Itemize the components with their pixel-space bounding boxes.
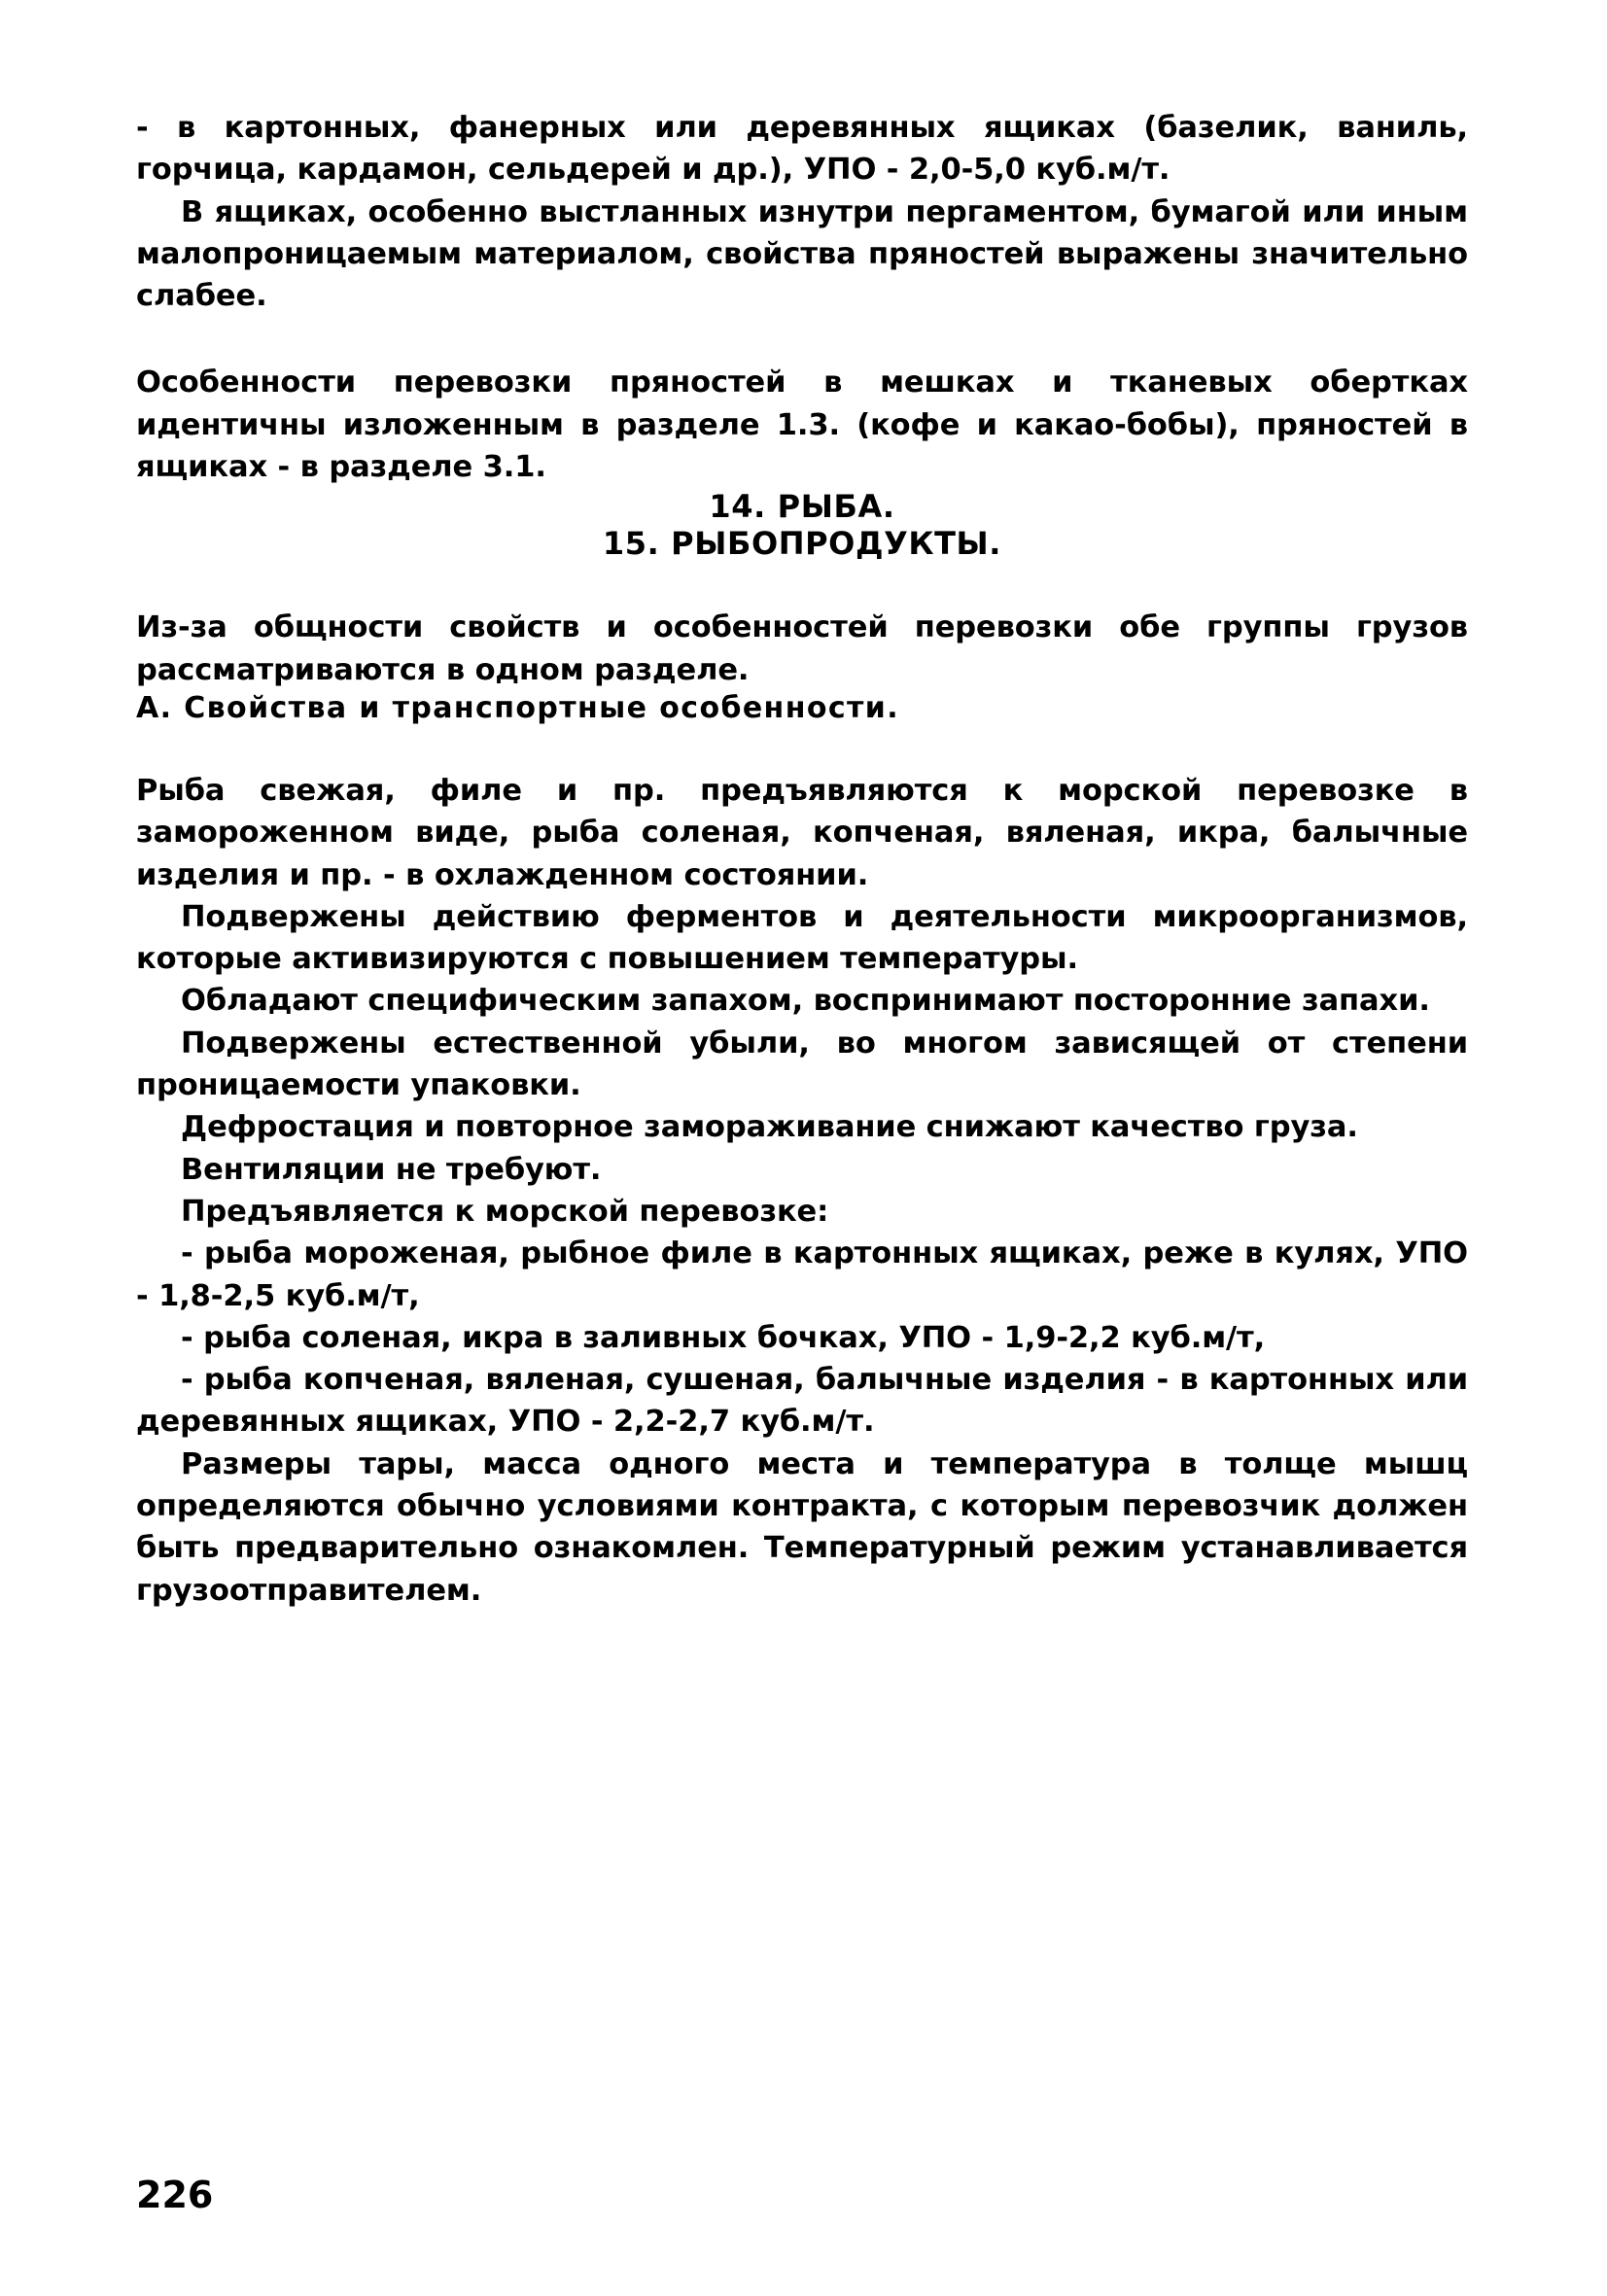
paragraph-odor: Обладают специфическим запахом, воспринимают посторонние запахи.: [181, 984, 1430, 1019]
paragraph-transport-reference: Особенности перевозки пряностей в мешках и тканевых обертках идентичны изложенным в разделе 1.3. (кофе и какао-бобы), пряностей в ящиках - в разделе 3.1.: [136, 365, 1468, 485]
heading-section-14-fish: 14. РЫБА.: [709, 488, 895, 526]
paragraph-natural-loss: Подвержены естественной убыли, во многом зависящей от степени проницаемости упаковки.: [136, 1026, 1468, 1103]
page-content: [136, 107, 1468, 1612]
paragraph-fresh-fish: Рыба свежая, филе и пр. предъявляются к морской перевозке в замороженном виде, рыба соленая, копченая, вяленая, икра, балычные изделия и пр. - в охлажденном состоянии.: [136, 773, 1468, 892]
paragraph-packaging-sizes: Размеры тары, масса одного места и температура в толще мышц определяются обычно условиями контракта, с которым перевозчик должен быть предварительно ознакомлен. Температурный режим устанавливается грузоотправителем.: [136, 1446, 1468, 1608]
page-number: 226: [136, 2174, 214, 2216]
paragraph-common-properties: Из-за общности свойств и особенностей перевозки обе группы грузов рассматриваются в одном разделе.: [136, 610, 1468, 687]
paragraph-enzymes: Подвержены действию ферментов и деятельности микроорганизмов, которые активизируются с повышением температуры.: [136, 899, 1468, 977]
heading-section-15-fish-products: 15. РЫБОПРОДУКТЫ.: [602, 525, 1002, 563]
paragraph-salted-fish: - рыба соленая, икра в заливных бочках, УПО - 1,9-2,2 куб.м/т,: [181, 1320, 1266, 1355]
paragraph-presented-for-carriage: Предъявляется к морской перевозке:: [181, 1194, 829, 1229]
paragraph-ventilation: Вентиляции не требуют.: [181, 1152, 602, 1187]
heading-subsection-a-properties: А. Свойства и транспортные особенности.: [136, 690, 900, 725]
paragraph-spices-boxes: - в картонных, фанерных или деревянных ящиках (базелик, ваниль, горчица, кардамон, сельдерей и др.), УПО - 2,0-5,0 куб.м/т.: [136, 111, 1468, 188]
paragraph-defrosting: Дефростация и повторное замораживание снижают качество груза.: [181, 1110, 1358, 1145]
paragraph-boxes-lining: В ящиках, особенно выстланных изнутри пергаментом, бумагой или иным малопроницаемым материалом, свойства пряностей выражены значительно слабее.: [136, 194, 1468, 314]
paragraph-frozen-fish: - рыба мороженая, рыбное филе в картонных ящиках, реже в кулях, УПО - 1,8-2,5 куб.м/т,: [136, 1236, 1468, 1313]
paragraph-smoked-fish: - рыба копченая, вяленая, сушеная, балычные изделия - в картонных или деревянных ящиках, УПО - 2,2-2,7 куб.м/т.: [136, 1363, 1468, 1440]
